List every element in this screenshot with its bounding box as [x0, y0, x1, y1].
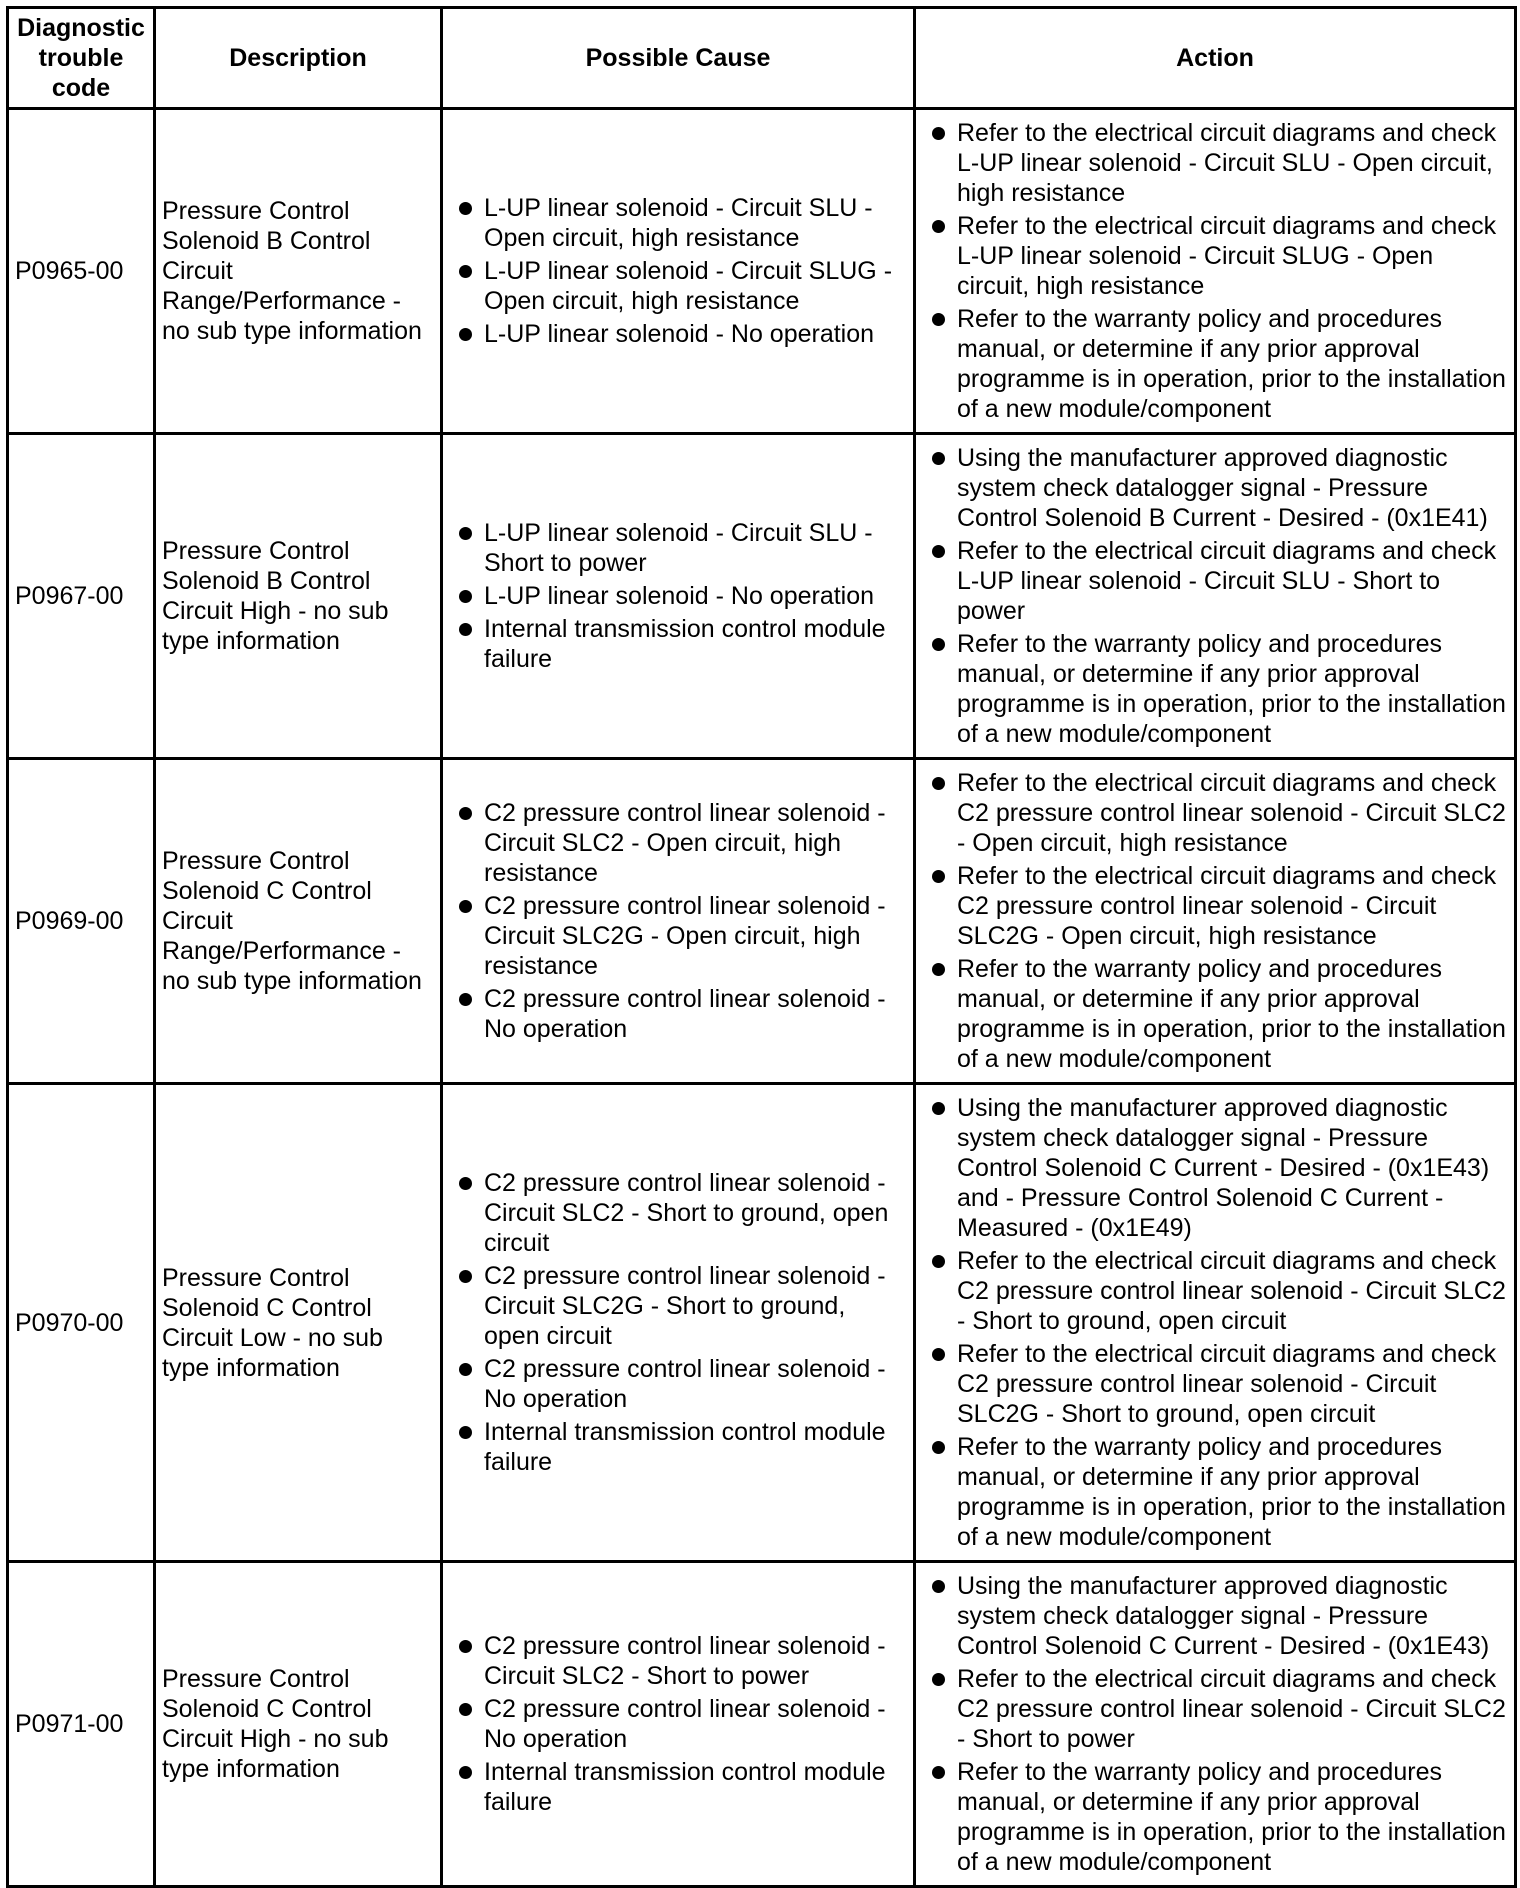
cause-item: C2 pressure control linear solenoid - No operation — [449, 1354, 907, 1414]
action-item: Refer to the electrical circuit diagrams and check C2 pressure control linear solenoid - Circuit SLC2 - Short to power — [922, 1664, 1508, 1754]
cause-item: C2 pressure control linear solenoid - Circuit SLC2 - Open circuit, high resistance — [449, 798, 907, 888]
cause-list — [449, 193, 907, 349]
action-item: Refer to the electrical circuit diagrams and check C2 pressure control linear solenoid - Circuit SLC2 - Open circuit, high resistance — [922, 768, 1508, 858]
cause-list — [449, 518, 907, 674]
action-list — [922, 1093, 1508, 1552]
dtc-description: Pressure Control Solenoid B Control Circuit Range/Performance - no sub type information — [155, 109, 442, 434]
header-action: Action — [915, 8, 1516, 109]
action-cell — [915, 759, 1516, 1084]
action-cell — [915, 1084, 1516, 1562]
table-row — [8, 759, 1516, 1084]
dtc-code: P0965-00 — [8, 109, 155, 434]
possible-cause-cell — [442, 759, 915, 1084]
cause-item: C2 pressure control linear solenoid - Circuit SLC2 - Short to ground, open circuit — [449, 1168, 907, 1258]
action-cell — [915, 109, 1516, 434]
cause-item: L-UP linear solenoid - Circuit SLU - Short to power — [449, 518, 907, 578]
action-item: Using the manufacturer approved diagnostic system check datalogger signal - Pressure Control Solenoid B Current - Desired - (0x1E41) — [922, 443, 1508, 533]
cause-list — [449, 1631, 907, 1817]
action-item: Refer to the electrical circuit diagrams and check L-UP linear solenoid - Circuit SLUG - Open circuit, high resistance — [922, 211, 1508, 301]
header-cause: Possible Cause — [442, 8, 915, 109]
cause-item: L-UP linear solenoid - No operation — [449, 319, 907, 349]
cause-item: C2 pressure control linear solenoid - No operation — [449, 1694, 907, 1754]
dtc-code: P0971-00 — [8, 1562, 155, 1887]
action-item: Refer to the warranty policy and procedures manual, or determine if any prior approval programme is in operation, prior to the installation of a new module/component — [922, 954, 1508, 1074]
cause-item: Internal transmission control module failure — [449, 614, 907, 674]
table-row — [8, 434, 1516, 759]
dtc-code: P0969-00 — [8, 759, 155, 1084]
action-item: Refer to the electrical circuit diagrams and check C2 pressure control linear solenoid - Circuit SLC2G - Open circuit, high resistance — [922, 861, 1508, 951]
dtc-description: Pressure Control Solenoid C Control Circuit High - no sub type information — [155, 1562, 442, 1887]
action-item: Refer to the electrical circuit diagrams and check C2 pressure control linear solenoid - Circuit SLC2 - Short to ground, open circuit — [922, 1246, 1508, 1336]
possible-cause-cell — [442, 1562, 915, 1887]
header-row — [8, 8, 1516, 109]
dtc-description: Pressure Control Solenoid B Control Circuit High - no sub type information — [155, 434, 442, 759]
dtc-description: Pressure Control Solenoid C Control Circuit Range/Performance - no sub type information — [155, 759, 442, 1084]
possible-cause-cell — [442, 109, 915, 434]
cause-item: C2 pressure control linear solenoid - Circuit SLC2 - Short to power — [449, 1631, 907, 1691]
dtc-code: P0970-00 — [8, 1084, 155, 1562]
header-code: Diagnostic trouble code — [8, 8, 155, 109]
action-item: Refer to the electrical circuit diagrams and check L-UP linear solenoid - Circuit SLU - Short to power — [922, 536, 1508, 626]
cause-item: L-UP linear solenoid - Circuit SLUG - Open circuit, high resistance — [449, 256, 907, 316]
action-item: Refer to the warranty policy and procedures manual, or determine if any prior approval programme is in operation, prior to the installation of a new module/component — [922, 304, 1508, 424]
cause-item: L-UP linear solenoid - Circuit SLU - Open circuit, high resistance — [449, 193, 907, 253]
table-row — [8, 109, 1516, 434]
table-row — [8, 1084, 1516, 1562]
cause-item: C2 pressure control linear solenoid - Circuit SLC2G - Open circuit, high resistance — [449, 891, 907, 981]
action-cell — [915, 1562, 1516, 1887]
cause-item: C2 pressure control linear solenoid - No operation — [449, 984, 907, 1044]
action-item: Using the manufacturer approved diagnostic system check datalogger signal - Pressure Control Solenoid C Current - Desired - (0x1E43) and - Pressure Control Solenoid C Current - Measured - (0x1E49) — [922, 1093, 1508, 1243]
action-list — [922, 443, 1508, 749]
action-item: Refer to the electrical circuit diagrams and check C2 pressure control linear solenoid - Circuit SLC2G - Short to ground, open circuit — [922, 1339, 1508, 1429]
dtc-description: Pressure Control Solenoid C Control Circuit Low - no sub type information — [155, 1084, 442, 1562]
cause-list — [449, 1168, 907, 1477]
cause-item: C2 pressure control linear solenoid - Circuit SLC2G - Short to ground, open circuit — [449, 1261, 907, 1351]
action-item: Refer to the warranty policy and procedures manual, or determine if any prior approval programme is in operation, prior to the installation of a new module/component — [922, 1757, 1508, 1877]
action-list — [922, 1571, 1508, 1877]
dtc-code: P0967-00 — [8, 434, 155, 759]
dtc-table — [6, 6, 1517, 1888]
action-list — [922, 768, 1508, 1074]
action-item: Using the manufacturer approved diagnostic system check datalogger signal - Pressure Control Solenoid C Current - Desired - (0x1E43) — [922, 1571, 1508, 1661]
action-item: Refer to the warranty policy and procedures manual, or determine if any prior approval programme is in operation, prior to the installation of a new module/component — [922, 1432, 1508, 1552]
table-row — [8, 1562, 1516, 1887]
possible-cause-cell — [442, 434, 915, 759]
cause-list — [449, 798, 907, 1044]
possible-cause-cell — [442, 1084, 915, 1562]
cause-item: L-UP linear solenoid - No operation — [449, 581, 907, 611]
action-item: Refer to the electrical circuit diagrams and check L-UP linear solenoid - Circuit SLU - Open circuit, high resistance — [922, 118, 1508, 208]
action-list — [922, 118, 1508, 424]
cause-item: Internal transmission control module failure — [449, 1757, 907, 1817]
cause-item: Internal transmission control module failure — [449, 1417, 907, 1477]
header-description: Description — [155, 8, 442, 109]
action-cell — [915, 434, 1516, 759]
action-item: Refer to the warranty policy and procedures manual, or determine if any prior approval programme is in operation, prior to the installation of a new module/component — [922, 629, 1508, 749]
